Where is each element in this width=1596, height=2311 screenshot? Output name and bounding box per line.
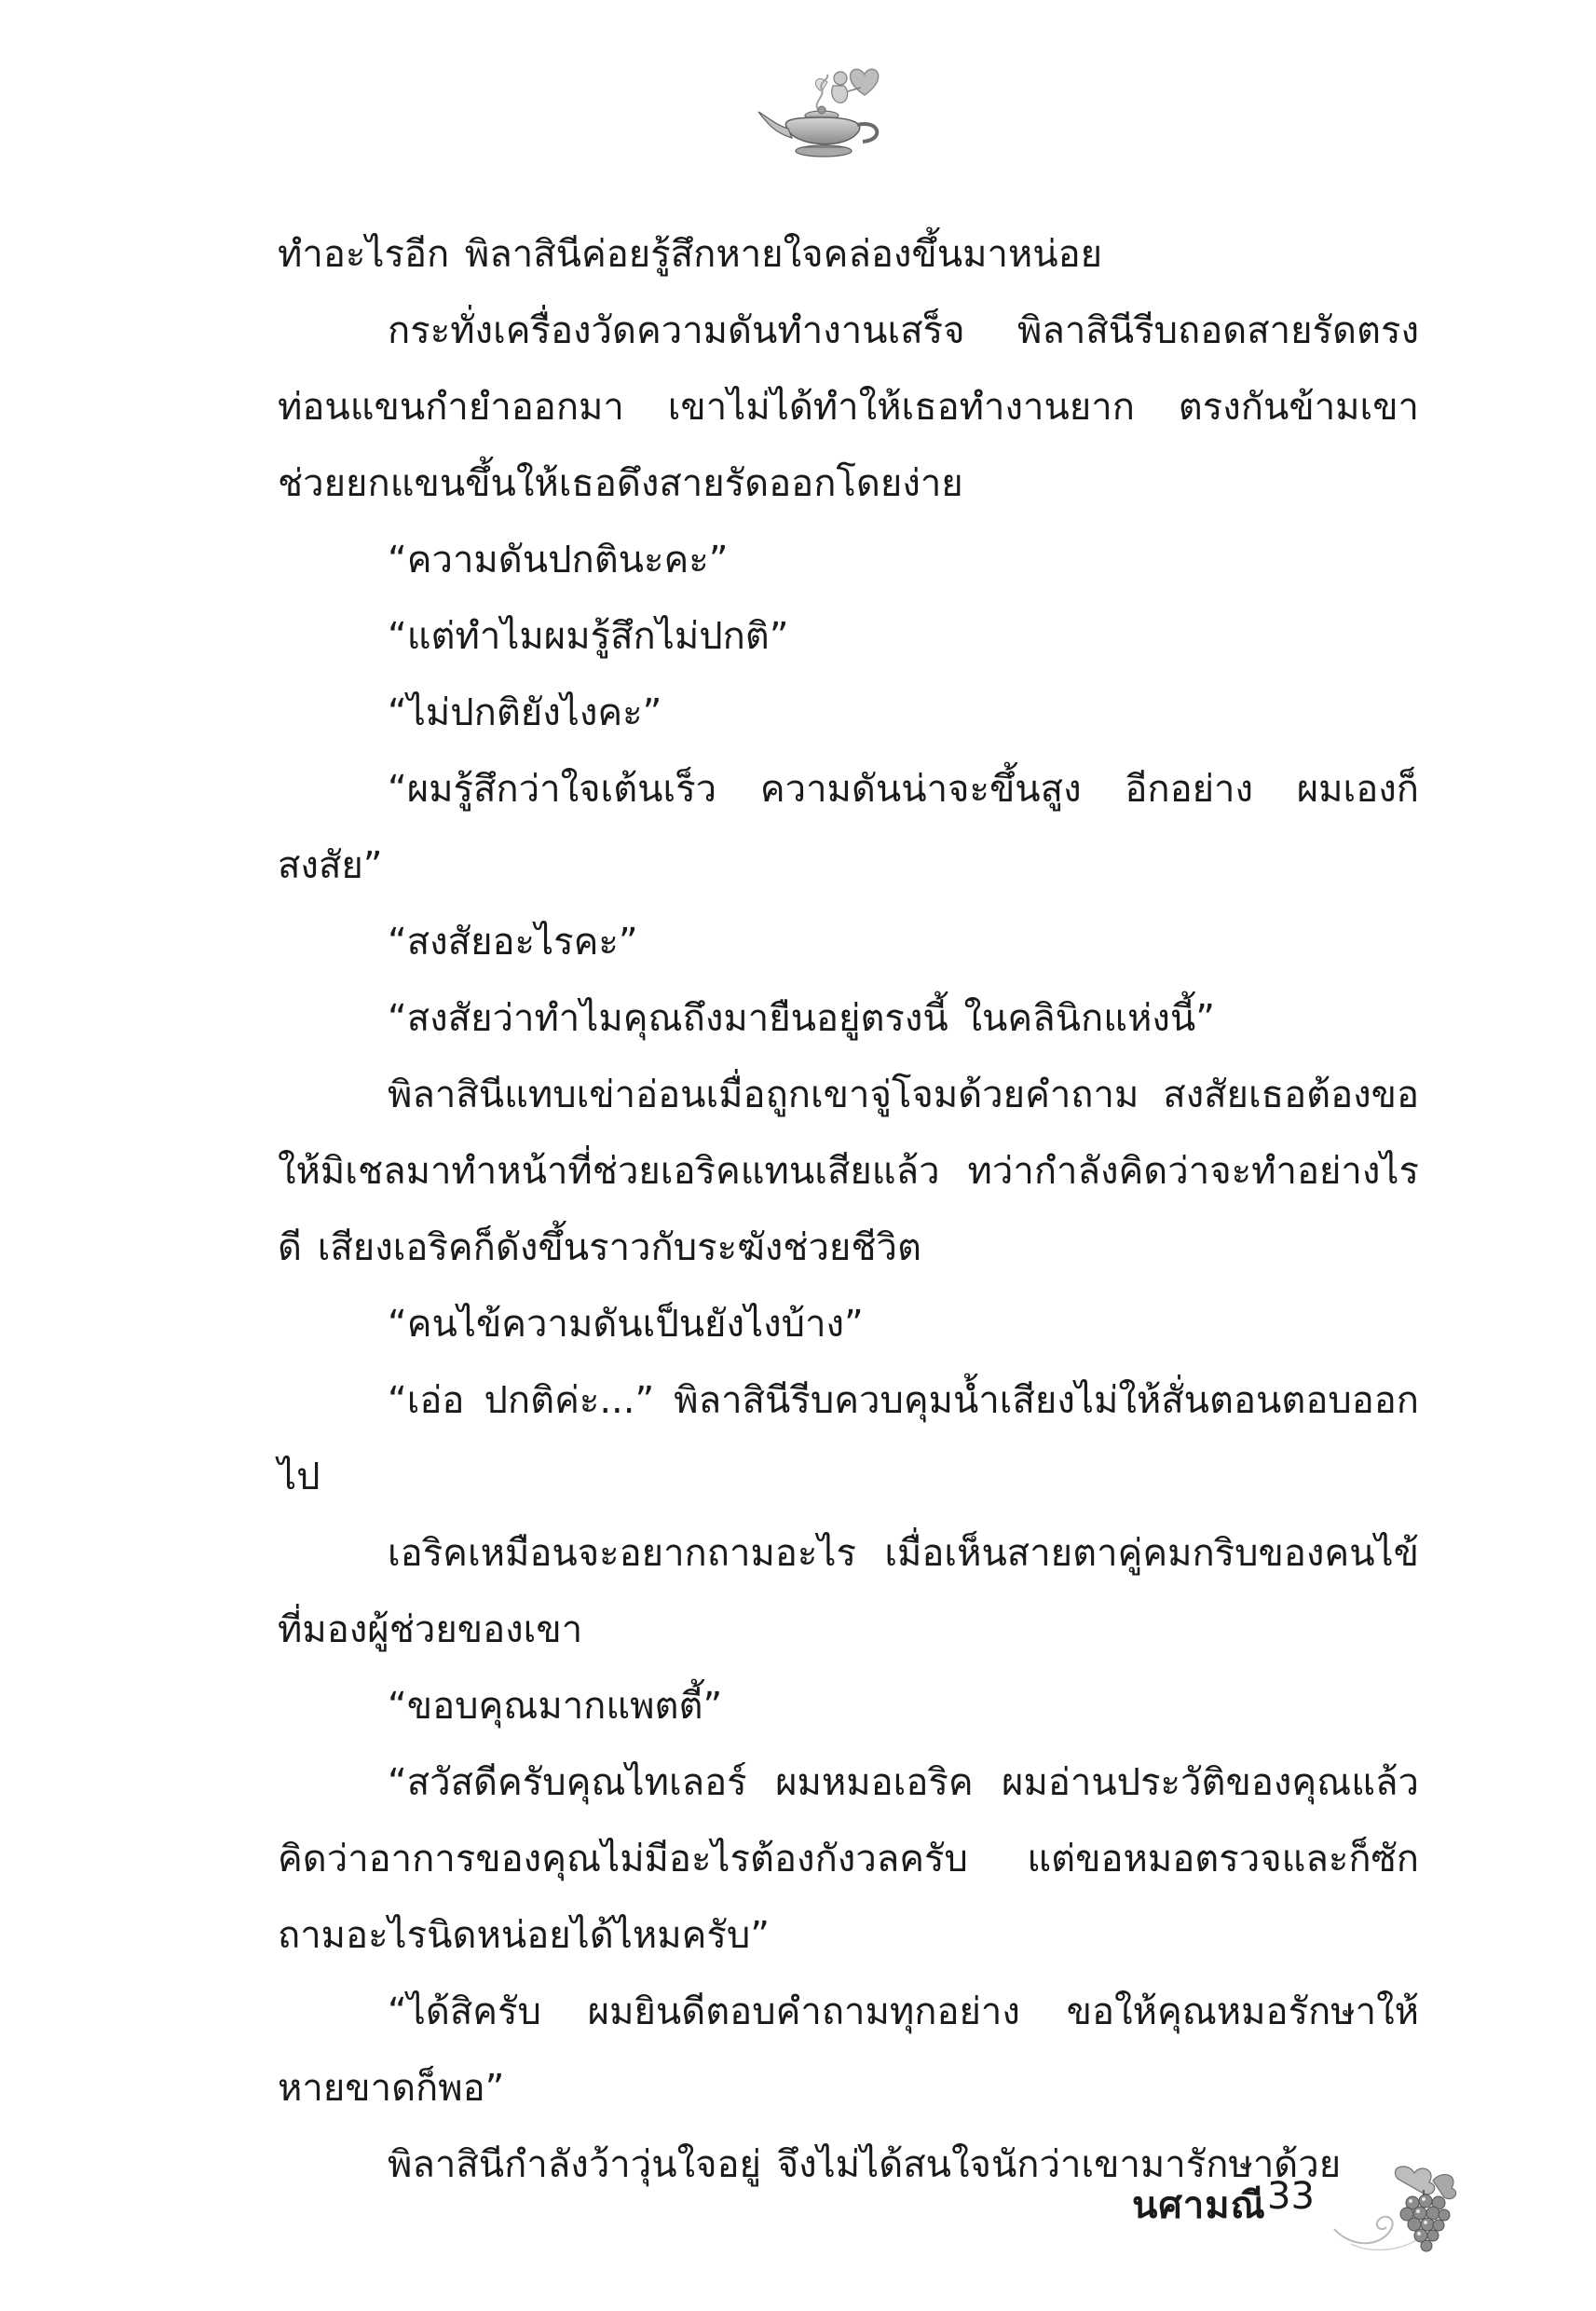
grape-cluster-ornament-icon — [1332, 2162, 1472, 2255]
page-number: 33 — [1267, 2175, 1315, 2218]
paragraph: “ได้สิครับ ผมยินดีตอบคำถามทุกอย่าง ขอให้คุณหมอรักษาให้หายขาดก็พอ” — [278, 1990, 1419, 2110]
paragraph: “เอ่อ ปกติค่ะ...” พิลาสินีรีบควบคุมน้ำเสียงไม่ให้สั่นตอนตอบออกไป — [278, 1379, 1419, 1498]
paragraph: “สงสัยอะไรคะ” — [388, 921, 638, 964]
paragraph: เอริคเหมือนจะอยากถามอะไร เมื่อเห็นสายตาคู่คมกริบของคนไข้ที่มองผู้ช่วยของเขา — [278, 1532, 1419, 1651]
teapot-cupid-ornament-icon — [755, 54, 904, 175]
paragraph: “สงสัยว่าทำไมคุณถึงมายืนอยู่ตรงนี้ ในคลินิกแห่งนี้” — [388, 997, 1215, 1040]
paragraph: “ไม่ปกติยังไงคะ” — [388, 691, 662, 734]
book-title: นศามณี — [1132, 2184, 1266, 2227]
page-footer — [1132, 2162, 1486, 2255]
paragraph: “คนไข้ความดันเป็นยังไงบ้าง” — [388, 1303, 864, 1346]
paragraph: พิลาสินีกำลังว้าวุ่นใจอยู่ จึงไม่ได้สนใจนักว่าเขามารักษาด้วย — [388, 2143, 1342, 2186]
paragraph: ทำอะไรอีก พิลาสินีค่อยรู้สึกหายใจคล่องขึ้นมาหน่อย — [278, 233, 1103, 276]
paragraph: “แต่ทำไมผมรู้สึกไม่ปกติ” — [388, 615, 789, 658]
body-text — [278, 216, 1419, 2203]
paragraph: “ความดันปกตินะคะ” — [388, 539, 729, 581]
paragraph: “ขอบคุณมากแพตตี้” — [388, 1685, 723, 1728]
paragraph: “สวัสดีครับคุณไทเลอร์ ผมหมอเอริค ผมอ่านประวัติของคุณแล้วคิดว่าอาการของคุณไม่มีอะไรต้องกังวลครับ แต่ขอหมอตรวจและก็ซักถามอะไรนิดหน่อยได้ไหมครับ” — [278, 1761, 1419, 1957]
paragraph: กระทั่งเครื่องวัดความดันทำงานเสร็จ พิลาสินีรีบถอดสายรัดตรงท่อนแขนกำยำออกมา เขาไม่ได้ทำให้เธอทำงานยาก ตรงกันข้ามเขาช่วยยกแขนขึ้นให้เธอดึงสายรัดออกโดยง่าย — [278, 309, 1419, 505]
paragraph: พิลาสินีแทบเข่าอ่อนเมื่อถูกเขาจู่โจมด้วยคำถาม สงสัยเธอต้องขอให้มิเชลมาทำหน้าที่ช่วยเอริคแทนเสียแล้ว ทว่ากำลังคิดว่าจะทำอย่างไรดี เสียงเอริคก็ดังขึ้นราวกับระฆังช่วยชีวิต — [278, 1073, 1419, 1269]
paragraph: “ผมรู้สึกว่าใจเต้นเร็ว ความดันน่าจะขึ้นสูง อีกอย่าง ผมเองก็สงสัย” — [278, 768, 1419, 887]
